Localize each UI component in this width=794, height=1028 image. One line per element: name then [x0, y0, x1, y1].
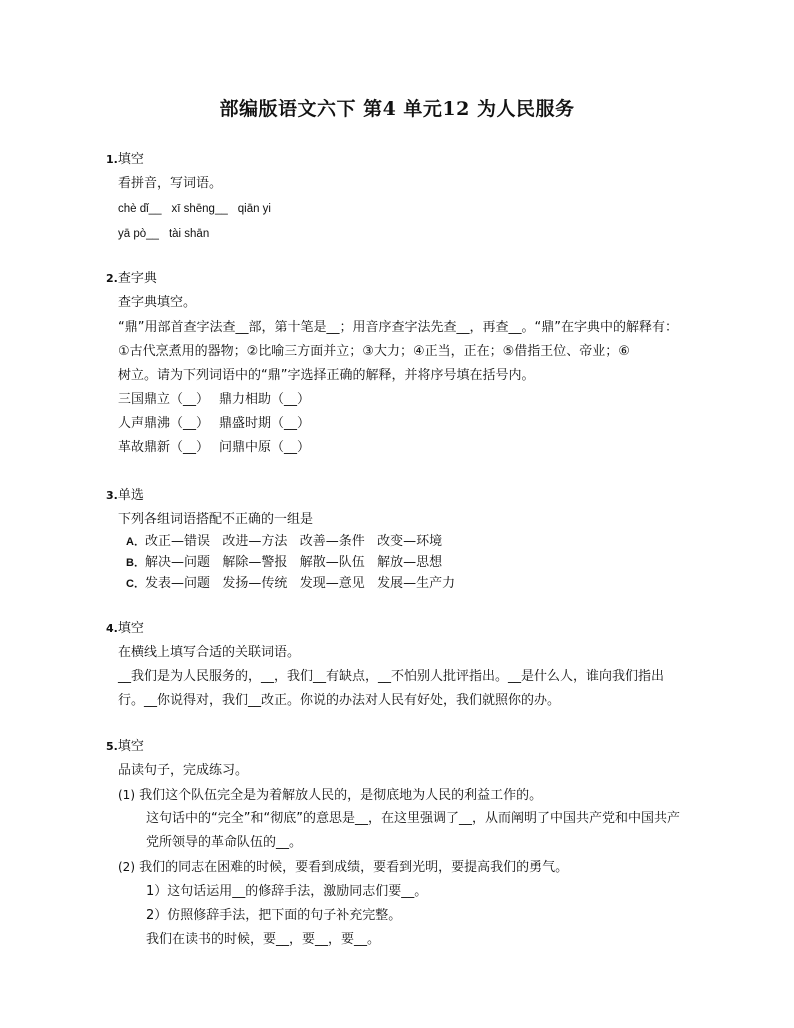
question-number: 5.: [106, 740, 118, 753]
question-number: 1.: [106, 153, 118, 166]
option-letter: B．: [126, 557, 145, 569]
question-4-text-line: 行。__你说得对，我们__改正。你说的办法对人民有好处，我们就照你的办。: [118, 693, 561, 708]
question-type: 单选: [117, 488, 144, 503]
sub-question-2-part: 1）这句话运用__的修辞手法，激励同志们要__。: [146, 884, 428, 899]
question-2-text-line: ①古代烹煮用的器物；②比喻三方面并立；③大力；④正当，正在；⑤借指王位、帝业；⑥: [118, 344, 630, 359]
question-2-instruction: 查字典填空。: [118, 295, 197, 310]
word-item: 人声鼎沸（__）: [118, 416, 210, 431]
question-2-header: [106, 270, 157, 288]
pinyin-item: yā pò__: [118, 228, 159, 240]
option-letter: A．: [126, 536, 145, 548]
question-type: 填空: [117, 152, 144, 167]
question-1-header: [106, 151, 144, 169]
question-4-instruction: 在横线上填写合适的关联词语。: [118, 645, 301, 660]
question-1-instruction: 看拼音，写词语。: [118, 176, 223, 191]
sub-question-2-part: 2）仿照修辞手法，把下面的句子补充完整。: [146, 908, 402, 923]
question-number: 4.: [106, 622, 118, 635]
sub-question-number: (2): [118, 860, 135, 874]
question-5-instruction: 品读句子，完成练习。: [118, 763, 249, 778]
sub-question-2-part: 我们在读书的时候，要__，要__，要__。: [146, 932, 381, 947]
word-item: 革故鼎新（__）: [118, 440, 210, 455]
pinyin-item: chè dǐ__: [118, 203, 162, 215]
pinyin-item: tài shān: [168, 228, 210, 240]
pinyin-item: qiān yi: [237, 203, 271, 215]
sub-question-1: [118, 786, 542, 805]
question-2-item-row: [118, 391, 310, 409]
question-2-item-row: [118, 439, 310, 457]
word-item: 鼎盛时期（__）: [219, 416, 311, 431]
word-item: 问鼎中原（__）: [219, 440, 311, 455]
sub-question-number: (1): [118, 788, 135, 802]
word-item: 三国鼎立（__）: [118, 392, 210, 407]
pinyin-row-1: [118, 200, 271, 218]
sub-question-1-text-line: 这句话中的“完全”和“彻底”的意思是__，在这里强调了__，从而阐明了中国共产党和中国共产: [146, 811, 680, 826]
page-title: 部编版语文六下 第4 单元12 为人民服务: [219, 98, 575, 120]
question-3-stem: 下列各组词语搭配不正确的一组是: [118, 512, 314, 527]
question-type: 填空: [117, 621, 144, 636]
question-2-text-line: “鼎”用部首查字法查__部，第十笔是__；用音序查字法先查__，再查__。“鼎”在字典中的解释有：: [118, 320, 678, 335]
question-5-header: [106, 738, 144, 756]
option-letter: C．: [126, 578, 145, 590]
pinyin-row-2: [118, 225, 209, 243]
question-type: 填空: [117, 739, 144, 754]
pinyin-item: xī shēng__: [171, 203, 228, 215]
option-text: 发表—问题 发扬—传统 发现—意见 发展—生产力: [144, 576, 456, 591]
question-type: 查字典: [117, 271, 157, 286]
question-number: 3.: [106, 489, 118, 502]
option-c[interactable]: [126, 575, 455, 593]
question-3-header: [106, 487, 144, 505]
sub-question-sentence: 我们这个队伍完全是为着解放人民的，是彻底地为人民的利益工作的。: [139, 788, 543, 803]
sub-question-sentence: 我们的同志在困难的时候，要看到成绩，要看到光明，要提高我们的勇气。: [139, 860, 569, 875]
question-4-text-line: __我们是为人民服务的，__，我们__有缺点，__不怕别人批评指出。__是什么人，谁向我们指出: [118, 669, 665, 684]
option-text: 解决—问题 解除—警报 解散—队伍 解放—思想: [144, 555, 443, 570]
word-item: 鼎力相助（__）: [219, 392, 311, 407]
sub-question-1-text-line: 党所领导的革命队伍的__。: [146, 835, 303, 850]
question-number: 2.: [106, 272, 118, 285]
option-text: 改正—错误 改进—方法 改善—条件 改变—环境: [144, 534, 443, 549]
question-4-header: [106, 620, 144, 638]
sub-question-2: [118, 858, 568, 877]
question-2-item-row: [118, 415, 310, 433]
question-2-text-line: 树立。请为下列词语中的“鼎”字选择正确的解释，并将序号填在括号内。: [118, 368, 535, 383]
option-a[interactable]: [126, 533, 442, 551]
option-b[interactable]: [126, 554, 442, 572]
